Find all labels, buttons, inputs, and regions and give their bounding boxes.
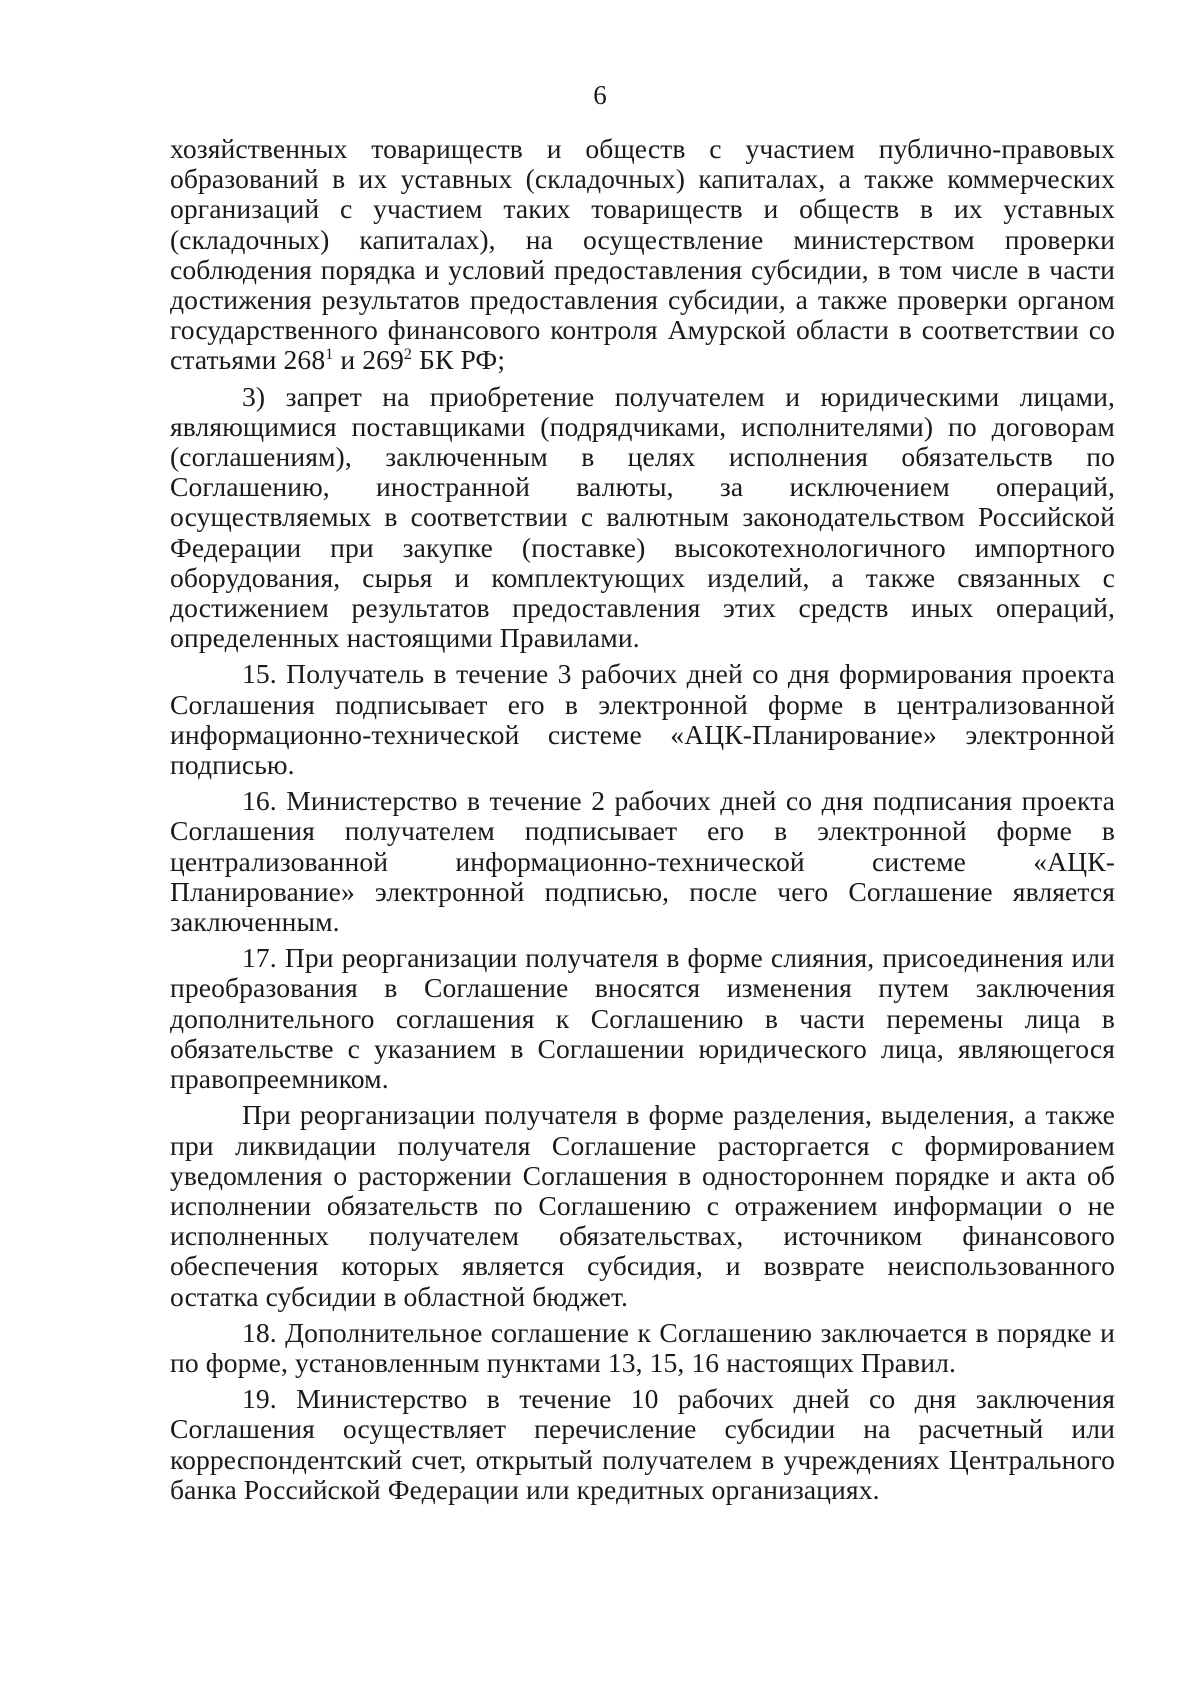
- paragraph-15: 15. Получатель в течение 3 рабочих дней со дня формирования проекта Соглашения подписывает его в электронной форме в централизованной информационно-технической системе «АЦК-Планирование» электронной подписью.: [170, 658, 1115, 781]
- paragraph-17: 17. При реорганизации получателя в форме слияния, присоединения или преобразования в Соглашение вносятся изменения путем заключения дополнительного соглашения к Соглашению в части перемены лица в обязательстве с указанием в Соглашении юридического лица, являющегося правопреемником.: [170, 942, 1115, 1095]
- superscript-1: 1: [325, 346, 334, 364]
- page-number: 6: [593, 80, 607, 110]
- paragraph-18: 18. Дополнительное соглашение к Соглашению заключается в порядке и по форме, установленным пунктами 13, 15, 16 настоящих Правил.: [170, 1316, 1115, 1378]
- paragraph-continuation: хозяйственных товариществ и обществ с участием публично-правовых образований в их уставных (складочных) капиталах, а также коммерческих организаций с участием таких товариществ и обществ в их уставных (складочных) капиталах), на осуществление министерством проверки соблюдения порядка и условий предоставления субсидии, в том числе в части достижения результатов предоставления субсидии, а также проверки органом государственного финансового контроля Амурской области в соответствии со статьями $268^1$ и $269^2$ БК РФ;: [170, 133, 1115, 376]
- paragraph-item-3: 3) запрет на приобретение получателем и юридическими лицами, являющимися поставщиками (подрядчиками, исполнителями) по договорам (соглашениям), заключенным в целях исполнения обязательств по Соглашению, иностранной валюты, за исключением операций, осуществляемых в соответствии с валютным законодательством Российской Федерации при закупке (поставке) высокотехнологичного импортного оборудования, сырья и комплектующих изделий, а также связанных с достижением результатов предоставления этих средств иных операций, определенных настоящими Правилами.: [170, 380, 1115, 654]
- superscript-2: 2: [403, 346, 413, 364]
- paragraph-17-continued: При реорганизации получателя в форме разделения, выделения, а также при ликвидации получателя Соглашение расторгается с формированием уведомления о расторжении Соглашения в одностороннем порядке и акта об исполнении обязательств по Соглашению с отражением информации о не исполненных получателем обязательствах, источником финансового обеспечения которых является субсидия, и возврате неиспользованного остатка субсидии в областной бюджет.: [170, 1099, 1115, 1312]
- paragraph-16: 16. Министерство в течение 2 рабочих дней со дня подписания проекта Соглашения получателем подписывает его в электронной форме в централизованной информационно-технической системе «АЦК-Планирование» электронной подписью, после чего Соглашение является заключенным.: [170, 785, 1115, 938]
- document-body: [170, 134, 1115, 1505]
- paragraph-19: 19. Министерство в течение 10 рабочих дней со дня заключения Соглашения осуществляет перечисление субсидии на расчетный или корреспондентский счет, открытый получателем в учреждениях Центрального банка Российской Федерации или кредитных организациях.: [170, 1383, 1115, 1505]
